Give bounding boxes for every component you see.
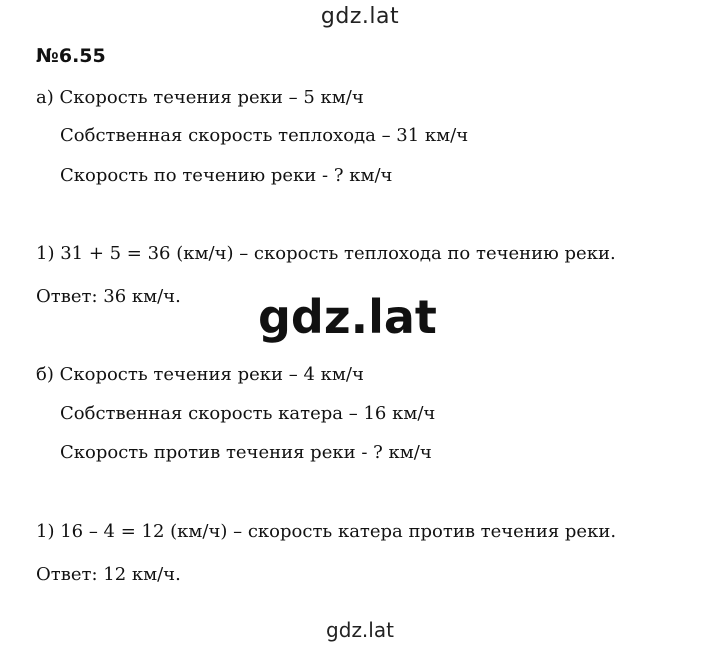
part-b-answer: Ответ: 12 км/ч. bbox=[36, 564, 181, 585]
part-b-boat-speed: Собственная скорость катера – 16 км/ч bbox=[60, 403, 436, 424]
part-b-river-speed: б) Скорость течения реки – 4 км/ч bbox=[36, 364, 364, 385]
part-a-question: Скорость по течению реки - ? км/ч bbox=[60, 165, 393, 186]
task-number: №6.55 bbox=[36, 45, 106, 67]
watermark-bottom: gdz.lat bbox=[326, 618, 394, 642]
part-a-answer: Ответ: 36 км/ч. bbox=[36, 286, 181, 307]
watermark-middle: gdz.lat bbox=[258, 290, 437, 344]
part-a-river-speed: а) Скорость течения реки – 5 км/ч bbox=[36, 87, 364, 108]
part-b-solution: 1) 16 – 4 = 12 (км/ч) – скорость катера против течения реки. bbox=[36, 521, 617, 542]
part-b-question: Скорость против течения реки - ? км/ч bbox=[60, 442, 432, 463]
part-a-solution: 1) 31 + 5 = 36 (км/ч) – скорость теплохода по течению реки. bbox=[36, 243, 616, 264]
part-a-ship-speed: Собственная скорость теплохода – 31 км/ч bbox=[60, 125, 469, 146]
watermark-top: gdz.lat bbox=[320, 4, 400, 29]
